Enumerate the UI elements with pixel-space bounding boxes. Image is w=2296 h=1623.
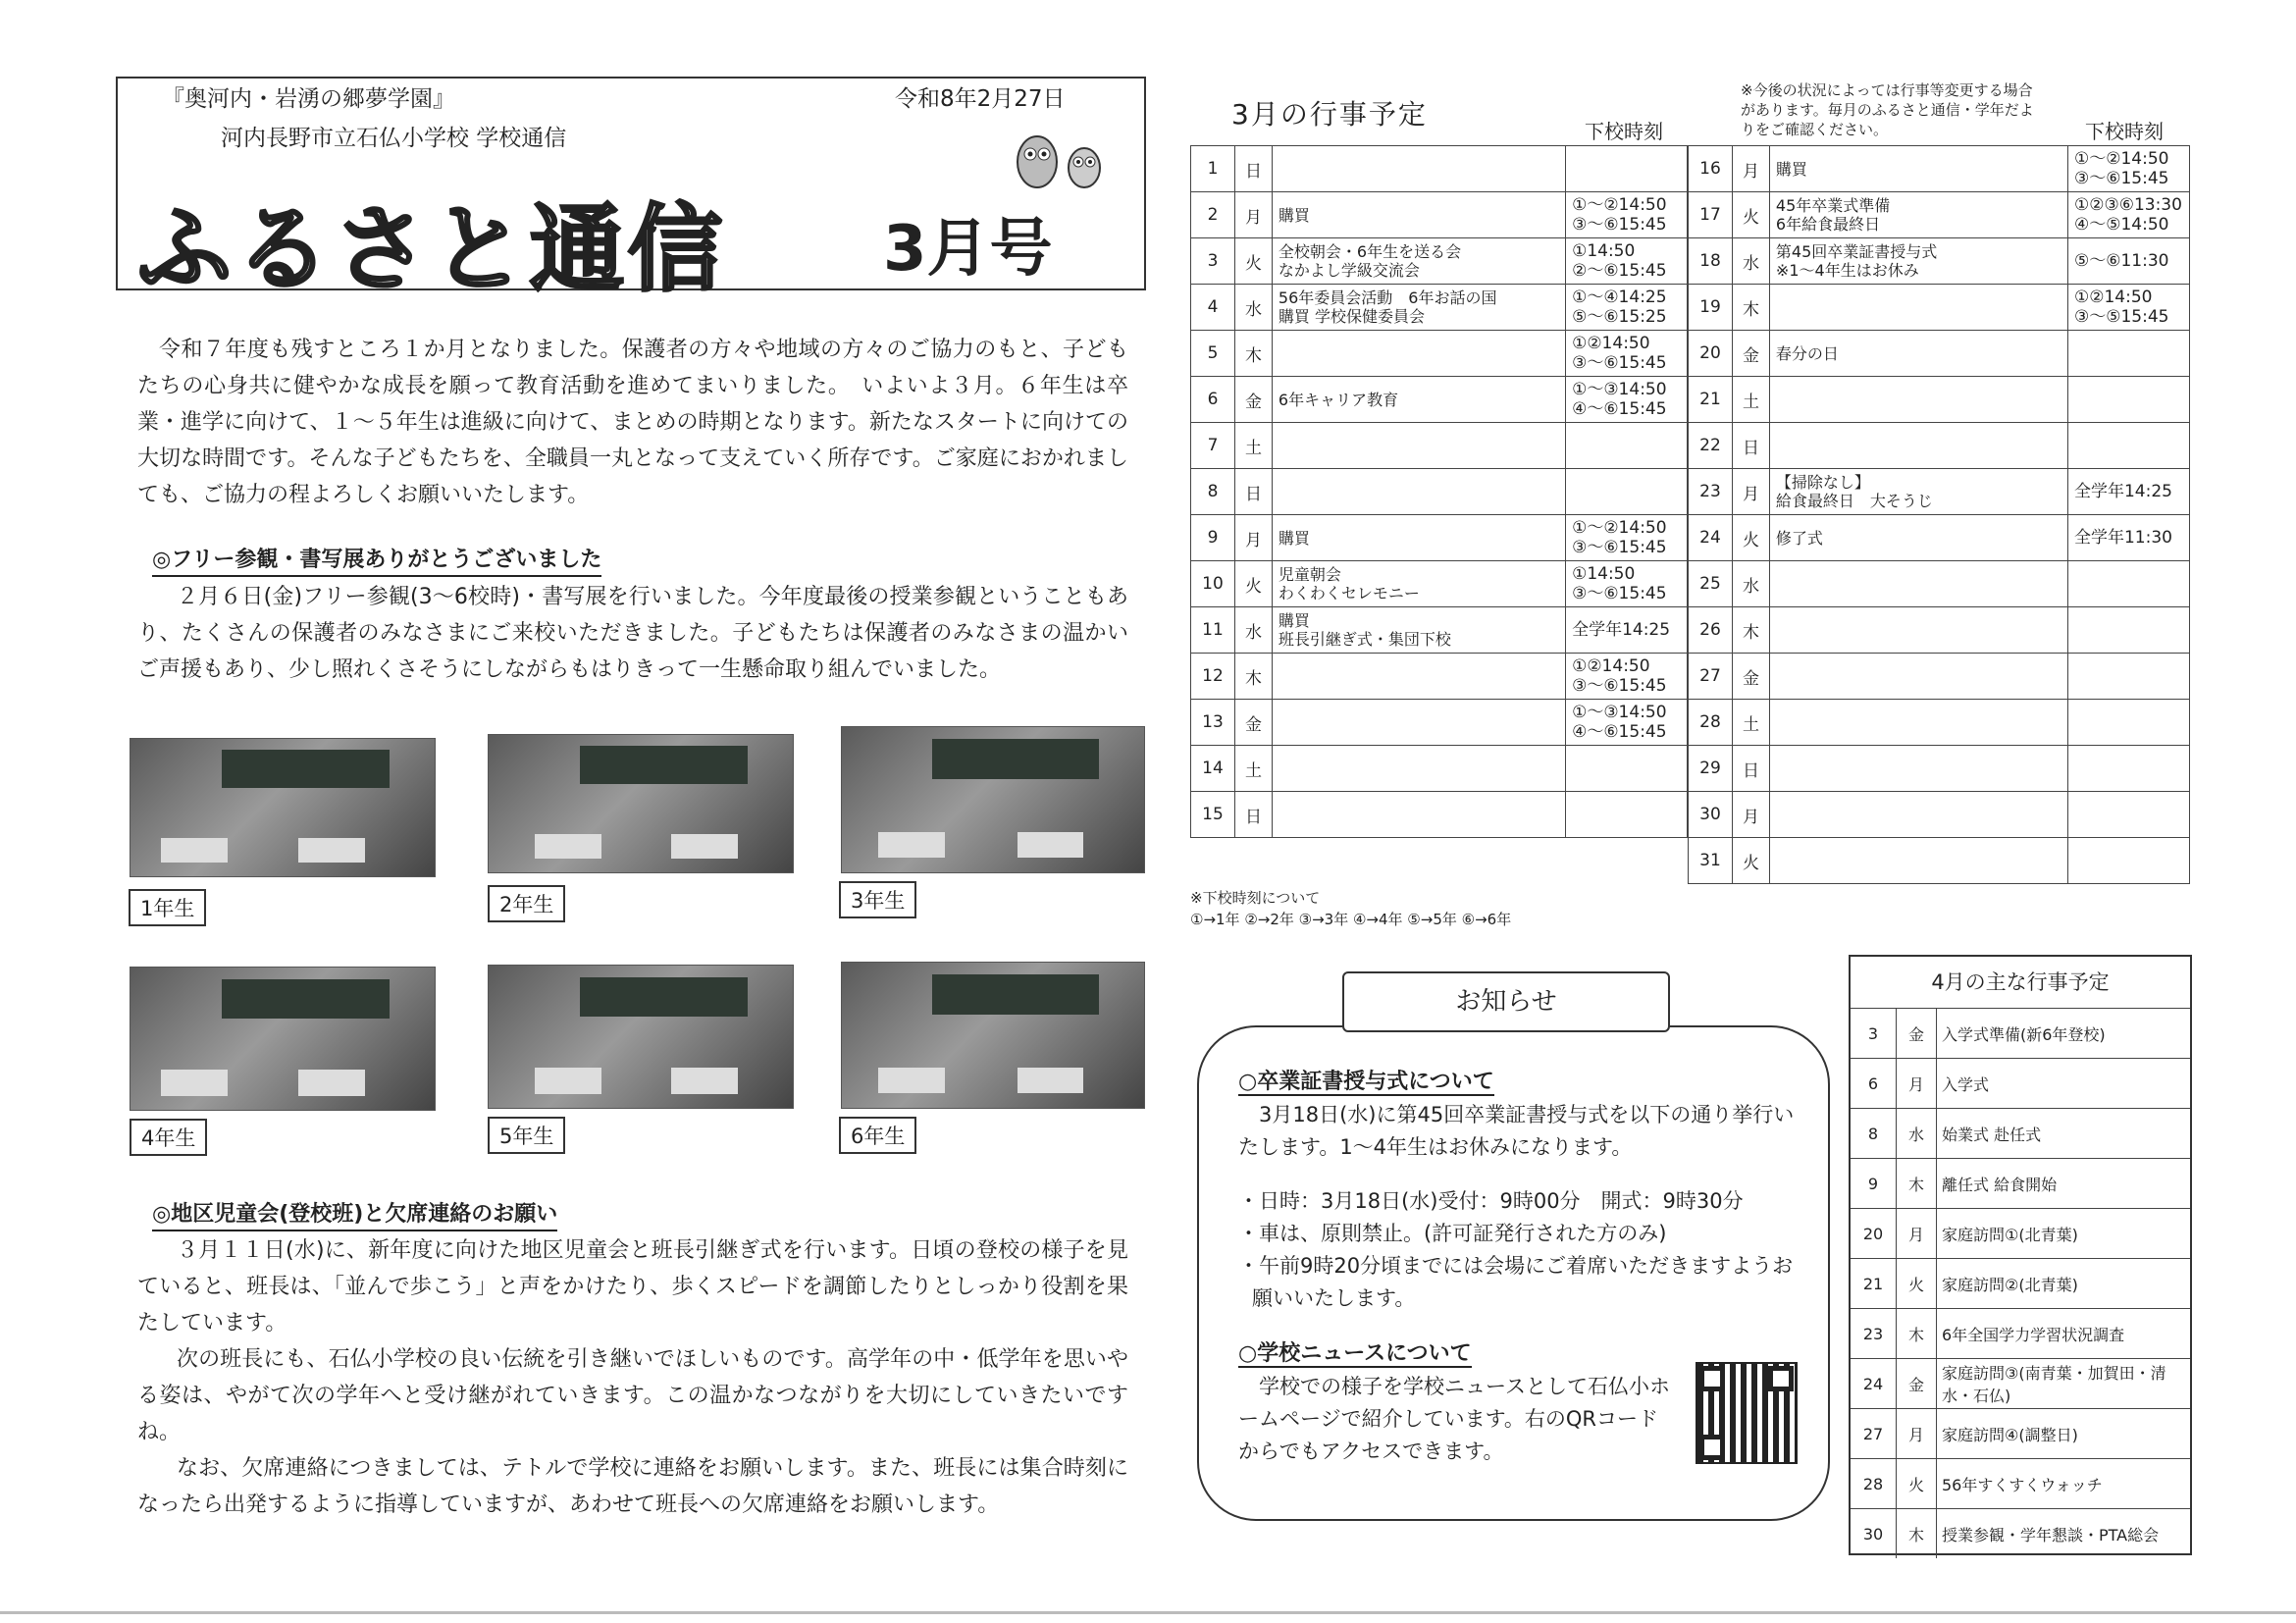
dismissal-cell (2067, 423, 2189, 469)
photo-label-3: 3年生 (839, 881, 916, 918)
weekday-cell: 木 (1732, 607, 1769, 654)
weekday-cell: 土 (1732, 700, 1769, 746)
day-cell: 6 (1191, 377, 1235, 423)
dismissal-cell (2067, 377, 2189, 423)
april-table (1851, 1008, 2190, 1558)
photo-label-6: 6年生 (839, 1117, 916, 1154)
april-row (1851, 1159, 2190, 1209)
april-day: 9 (1851, 1159, 1897, 1209)
event-cell: 購買 (1272, 515, 1565, 561)
qr-code[interactable] (1696, 1362, 1798, 1464)
event-cell: 【掃除なし】 給食最終日 大そうじ (1769, 469, 2067, 515)
calendar-row (1689, 469, 2190, 515)
day-cell: 20 (1689, 331, 1733, 377)
dismissal-cell: ①②14:50 ③～⑤15:45 (2067, 285, 2189, 331)
april-title: 4月の主な行事予定 (1931, 970, 2110, 994)
weekday-cell: 日 (1234, 146, 1272, 192)
calendar-row (1689, 192, 2190, 238)
calendar-row (1689, 238, 2190, 285)
graduation-datetime: ・日時：3月18日(水)受付：9時00分 開式：9時30分 (1238, 1189, 1744, 1213)
calendar-row (1191, 146, 1688, 192)
day-cell: 2 (1191, 192, 1235, 238)
weekday-cell: 土 (1732, 377, 1769, 423)
calendar-row (1689, 746, 2190, 792)
calendar-footnote (1190, 887, 1511, 930)
calendar-row (1689, 607, 2190, 654)
day-cell: 28 (1689, 700, 1733, 746)
owl-icon (1011, 123, 1109, 191)
weekday-cell: 木 (1732, 285, 1769, 331)
april-row (1851, 1509, 2190, 1559)
graduation-car-note: ・車は、原則禁止。(許可証発行された方のみ) (1238, 1222, 1667, 1245)
april-weekday: 火 (1897, 1459, 1937, 1509)
event-cell (1769, 607, 2067, 654)
calendar-row (1191, 423, 1688, 469)
day-cell: 17 (1689, 192, 1733, 238)
section2-paragraph-2: 次の班長にも、石仏小学校の良い伝統を引き継いでほしいものです。高学年の中・低学年を思いやる姿は、やがて次の学年へと受け継がれていきます。この温かなつながりを大切にしていきたいですね。 (137, 1347, 1128, 1444)
calendar-title: 3月の行事予定 (1231, 98, 1428, 131)
day-cell: 22 (1689, 423, 1733, 469)
dismissal-cell: 全学年14:25 (2067, 469, 2189, 515)
dismissal-cell (2067, 561, 2189, 607)
april-row (1851, 1409, 2190, 1459)
calendar-row (1689, 515, 2190, 561)
day-cell: 30 (1689, 792, 1733, 838)
calendar-row (1689, 792, 2190, 838)
calendar-row (1191, 469, 1688, 515)
day-cell: 19 (1689, 285, 1733, 331)
april-weekday: 水 (1897, 1109, 1937, 1159)
day-cell: 10 (1191, 561, 1235, 607)
dismissal-cell: ①②14:50 ③～⑥15:45 (1566, 654, 1688, 700)
calendar-table-left (1190, 145, 1688, 838)
weekday-cell: 金 (1234, 377, 1272, 423)
april-weekday: 金 (1897, 1359, 1937, 1409)
day-cell: 8 (1191, 469, 1235, 515)
day-cell: 16 (1689, 146, 1733, 192)
event-cell (1272, 469, 1565, 515)
class-photo-1 (130, 738, 436, 877)
event-cell (1769, 838, 2067, 884)
april-row (1851, 1009, 2190, 1059)
weekday-cell: 火 (1234, 561, 1272, 607)
weekday-cell: 月 (1732, 792, 1769, 838)
footnote-title: ※下校時刻について (1190, 889, 1321, 907)
april-row (1851, 1259, 2190, 1309)
day-cell: 21 (1689, 377, 1733, 423)
day-cell: 31 (1689, 838, 1733, 884)
april-event: 6年全国学力学習状況調査 (1937, 1309, 2191, 1359)
dismissal-cell (1566, 746, 1688, 792)
event-cell (1769, 285, 2067, 331)
day-cell: 7 (1191, 423, 1235, 469)
dismissal-cell (1566, 469, 1688, 515)
calendar-note: ※今後の状況によっては行事等変更する場合があります。毎月のふるさと通信・学年だよりをご確認ください。 (1741, 81, 2034, 138)
weekday-cell: 金 (1234, 700, 1272, 746)
photo-label-1: 1年生 (129, 889, 206, 926)
event-cell (1769, 423, 2067, 469)
april-weekday: 木 (1897, 1309, 1937, 1359)
dismissal-cell (1566, 423, 1688, 469)
event-cell: 修了式 (1769, 515, 2067, 561)
weekday-cell: 月 (1732, 146, 1769, 192)
calendar-table-right (1688, 145, 2190, 884)
calendar-row (1191, 746, 1688, 792)
dismissal-cell: ①②14:50 ③～⑥15:45 (1566, 331, 1688, 377)
section-heading-open-house: ◎フリー参観・書写展ありがとうございました (152, 543, 601, 577)
april-weekday: 月 (1897, 1059, 1937, 1109)
dismissal-cell (2067, 746, 2189, 792)
weekday-cell: 土 (1234, 746, 1272, 792)
weekday-cell: 火 (1732, 838, 1769, 884)
april-schedule (1849, 955, 2192, 1555)
class-photo-3 (841, 726, 1145, 873)
april-row (1851, 1209, 2190, 1259)
april-weekday: 金 (1897, 1009, 1937, 1059)
day-cell: 4 (1191, 285, 1235, 331)
day-cell: 26 (1689, 607, 1733, 654)
day-cell: 14 (1191, 746, 1235, 792)
day-cell: 3 (1191, 238, 1235, 285)
weekday-cell: 水 (1234, 607, 1272, 654)
calendar-row (1689, 377, 2190, 423)
dismissal-cell (1566, 146, 1688, 192)
calendar-row (1191, 285, 1688, 331)
april-event: 家庭訪問①(北青葉) (1937, 1209, 2191, 1259)
april-row (1851, 1059, 2190, 1109)
weekday-cell: 水 (1234, 285, 1272, 331)
dismissal-cell (2067, 607, 2189, 654)
event-cell (1272, 331, 1565, 377)
event-cell: 購買 (1769, 146, 2067, 192)
dismissal-cell (1566, 792, 1688, 838)
photo-label-2: 2年生 (488, 885, 565, 922)
april-day: 20 (1851, 1209, 1897, 1259)
april-event: 始業式 赴任式 (1937, 1109, 2191, 1159)
dismissal-cell (2067, 838, 2189, 884)
april-row (1851, 1459, 2190, 1509)
dismissal-cell (2067, 331, 2189, 377)
notice-title: お知らせ (1342, 971, 1670, 1032)
section-heading-children-assembly: ◎地区児童会(登校班)と欠席連絡のお願い (152, 1197, 557, 1231)
april-day: 24 (1851, 1359, 1897, 1409)
april-weekday: 月 (1897, 1409, 1937, 1459)
weekday-cell: 土 (1234, 423, 1272, 469)
day-cell: 11 (1191, 607, 1235, 654)
calendar-row (1191, 792, 1688, 838)
april-event: 家庭訪問②(北青葉) (1937, 1259, 2191, 1309)
calendar-row (1689, 285, 2190, 331)
dismissal-cell (2067, 654, 2189, 700)
dismissal-header-left: 下校時刻 (1585, 120, 1663, 143)
weekday-cell: 火 (1732, 515, 1769, 561)
april-day: 23 (1851, 1309, 1897, 1359)
april-event: 離任式 給食開始 (1937, 1159, 2191, 1209)
event-cell (1769, 700, 2067, 746)
april-event: 授業参観・学年懇談・PTA総会 (1937, 1509, 2191, 1559)
series-name: 『奥河内・岩湧の郷夢学園』 (162, 86, 455, 112)
weekday-cell: 日 (1732, 746, 1769, 792)
event-cell (1769, 746, 2067, 792)
dismissal-cell: ⑤～⑥11:30 (2067, 238, 2189, 285)
dismissal-cell: ①～③14:50 ④～⑥15:45 (1566, 377, 1688, 423)
calendar-row (1689, 423, 2190, 469)
calendar-row (1689, 654, 2190, 700)
calendar-row (1689, 700, 2190, 746)
class-photo-5 (488, 965, 794, 1109)
calendar-row (1689, 561, 2190, 607)
event-cell (1769, 561, 2067, 607)
dismissal-cell: ①～④14:25 ⑤～⑥15:25 (1566, 285, 1688, 331)
event-cell (1272, 423, 1565, 469)
april-day: 3 (1851, 1009, 1897, 1059)
page-bottom-line (0, 1611, 2296, 1614)
event-cell (1272, 654, 1565, 700)
weekday-cell: 日 (1234, 792, 1272, 838)
april-day: 8 (1851, 1109, 1897, 1159)
calendar-row (1191, 607, 1688, 654)
dismissal-cell: 全学年11:30 (2067, 515, 2189, 561)
school-news-text: 学校での様子を学校ニュースとして石仏小ホームページで紹介しています。右のQRコードからでもアクセスできます。 (1238, 1375, 1670, 1463)
weekday-cell: 木 (1234, 331, 1272, 377)
dismissal-cell: ①14:50 ②～⑥15:45 (1566, 238, 1688, 285)
april-weekday: 木 (1897, 1159, 1937, 1209)
april-event: 入学式 (1937, 1059, 2191, 1109)
april-event: 入学式準備(新6年登校) (1937, 1009, 2191, 1059)
school-name: 河内長野市立石仏小学校 学校通信 (221, 126, 567, 151)
event-cell: 第45回卒業証書授与式 ※1～4年生はお休み (1769, 238, 2067, 285)
event-cell (1769, 377, 2067, 423)
calendar-row (1191, 238, 1688, 285)
calendar-row (1689, 331, 2190, 377)
event-cell: 購買 班長引継ぎ式・集団下校 (1272, 607, 1565, 654)
graduation-text: 3月18日(水)に第45回卒業証書授与式を以下の通り挙行いたします。1～4年生はお休みになります。 (1238, 1103, 1795, 1159)
issue-number: 3月号 (883, 213, 1053, 286)
day-cell: 27 (1689, 654, 1733, 700)
graduation-heading: ○卒業証書授与式について (1238, 1070, 1494, 1094)
dismissal-cell: ①～②14:50 ③～⑥15:45 (2067, 146, 2189, 192)
newsletter-title: ふるさと通信 (137, 194, 726, 304)
april-row (1851, 1359, 2190, 1409)
dismissal-cell: ①②③⑥13:30 ④～⑤14:50 (2067, 192, 2189, 238)
april-day: 28 (1851, 1459, 1897, 1509)
calendar-row (1191, 700, 1688, 746)
photo-label-5: 5年生 (488, 1117, 565, 1154)
event-cell: 春分の日 (1769, 331, 2067, 377)
section-body-open-house: ２月６日(金)フリー参観(3～6校時)・書写展を行いました。今年度最後の授業参観ということもあり、たくさんの保護者のみなさまにご来校いただきました。子どもたちは保護者のみなさまの温かいご声援もあり、少し照れくさそうにしながらもはりきって一生懸命取り組んでいました。 (137, 585, 1128, 682)
section2-paragraph-1: ３月１１日(水)に、新年度に向けた地区児童会と班長引継ぎ式を行います。日頃の登校の様子を見ていると、班長は、「並んで歩こう」と声をかけたり、歩くスピードを調節したりとしっかり役割を果たしています。 (137, 1238, 1128, 1335)
event-cell (1272, 146, 1565, 192)
day-cell: 29 (1689, 746, 1733, 792)
weekday-cell: 日 (1234, 469, 1272, 515)
weekday-cell: 火 (1732, 192, 1769, 238)
day-cell: 15 (1191, 792, 1235, 838)
issue-date: 令和8年2月27日 (895, 86, 1066, 112)
event-cell (1272, 700, 1565, 746)
event-cell: 45年卒業式準備 6年給食最終日 (1769, 192, 2067, 238)
class-photo-4 (130, 967, 436, 1111)
calendar-row (1191, 192, 1688, 238)
event-cell: 購買 (1272, 192, 1565, 238)
day-cell: 9 (1191, 515, 1235, 561)
calendar-row (1191, 654, 1688, 700)
april-day: 6 (1851, 1059, 1897, 1109)
calendar-row (1191, 331, 1688, 377)
event-cell: 全校朝会・6年生を送る会 なかよし学級交流会 (1272, 238, 1565, 285)
april-event: 56年すくすくウォッチ (1937, 1459, 2191, 1509)
event-cell (1769, 654, 2067, 700)
graduation-seating-note: ・午前9時20分頃までには会場にご着席いただきますようお願いいたします。 (1238, 1254, 1794, 1310)
april-row (1851, 1109, 2190, 1159)
event-cell (1272, 746, 1565, 792)
intro-paragraph: 令和７年度も残すところ１か月となりました。保護者の方々や地域の方々のご協力のもと、子どもたちの心身共に健やかな成長を願って教育活動を進めてまいりました。 いよいよ３月。６年生は卒業・進学に向けて、１～５年生は進級に向けて、まとめの時期となります。新たなスタートに向けての大切な時間です。そんな子どもたちを、全職員一丸となって支えていく所存です。ご家庭におかれましても、ご協力の程よろしくお願いいたします。 (137, 338, 1128, 507)
dismissal-header-right: 下校時刻 (2085, 120, 2164, 143)
photo-label-4: 4年生 (130, 1119, 207, 1156)
dismissal-cell: 全学年14:25 (1566, 607, 1688, 654)
dismissal-cell: ①～②14:50 ③～⑥15:45 (1566, 192, 1688, 238)
day-cell: 23 (1689, 469, 1733, 515)
calendar-row (1689, 838, 2190, 884)
calendar-row (1191, 515, 1688, 561)
weekday-cell: 月 (1234, 192, 1272, 238)
dismissal-cell: ①～②14:50 ③～⑥15:45 (1566, 515, 1688, 561)
calendar-row (1191, 561, 1688, 607)
weekday-cell: 水 (1732, 561, 1769, 607)
april-weekday: 月 (1897, 1209, 1937, 1259)
class-photo-6 (841, 962, 1145, 1109)
event-cell (1272, 792, 1565, 838)
weekday-cell: 金 (1732, 331, 1769, 377)
event-cell: 56年委員会活動 6年お話の国 購買 学校保健委員会 (1272, 285, 1565, 331)
footnote-legend: ①→1年 ②→2年 ③→3年 ④→4年 ⑤→5年 ⑥→6年 (1190, 911, 1512, 928)
day-cell: 18 (1689, 238, 1733, 285)
day-cell: 24 (1689, 515, 1733, 561)
event-cell (1769, 792, 2067, 838)
april-event: 家庭訪問③(南青葉・加賀田・清水・石仏) (1937, 1359, 2191, 1409)
weekday-cell: 月 (1234, 515, 1272, 561)
dismissal-cell: ①～③14:50 ④～⑥15:45 (1566, 700, 1688, 746)
april-day: 27 (1851, 1409, 1897, 1459)
dismissal-cell: ①14:50 ③～⑥15:45 (1566, 561, 1688, 607)
dismissal-cell (2067, 700, 2189, 746)
april-weekday: 木 (1897, 1509, 1937, 1559)
weekday-cell: 木 (1234, 654, 1272, 700)
event-cell: 児童朝会 わくわくセレモニー (1272, 561, 1565, 607)
weekday-cell: 月 (1732, 469, 1769, 515)
april-day: 30 (1851, 1509, 1897, 1559)
class-photo-2 (488, 734, 794, 873)
weekday-cell: 金 (1732, 654, 1769, 700)
april-weekday: 火 (1897, 1259, 1937, 1309)
event-cell: 6年キャリア教育 (1272, 377, 1565, 423)
day-cell: 5 (1191, 331, 1235, 377)
weekday-cell: 水 (1732, 238, 1769, 285)
day-cell: 1 (1191, 146, 1235, 192)
calendar-row (1191, 377, 1688, 423)
april-row (1851, 1309, 2190, 1359)
weekday-cell: 火 (1234, 238, 1272, 285)
calendar-row (1689, 146, 2190, 192)
section2-paragraph-3: なお、欠席連絡につきましては、テトルで学校に連絡をお願いします。また、班長には集合時刻になったら出発するように指導していますが、あわせて班長への欠席連絡をお願いします。 (137, 1456, 1128, 1517)
dismissal-cell (2067, 792, 2189, 838)
day-cell: 25 (1689, 561, 1733, 607)
day-cell: 13 (1191, 700, 1235, 746)
april-day: 21 (1851, 1259, 1897, 1309)
weekday-cell: 日 (1732, 423, 1769, 469)
day-cell: 12 (1191, 654, 1235, 700)
april-event: 家庭訪問④(調整日) (1937, 1409, 2191, 1459)
school-news-heading: ○学校ニュースについて (1238, 1341, 1472, 1366)
